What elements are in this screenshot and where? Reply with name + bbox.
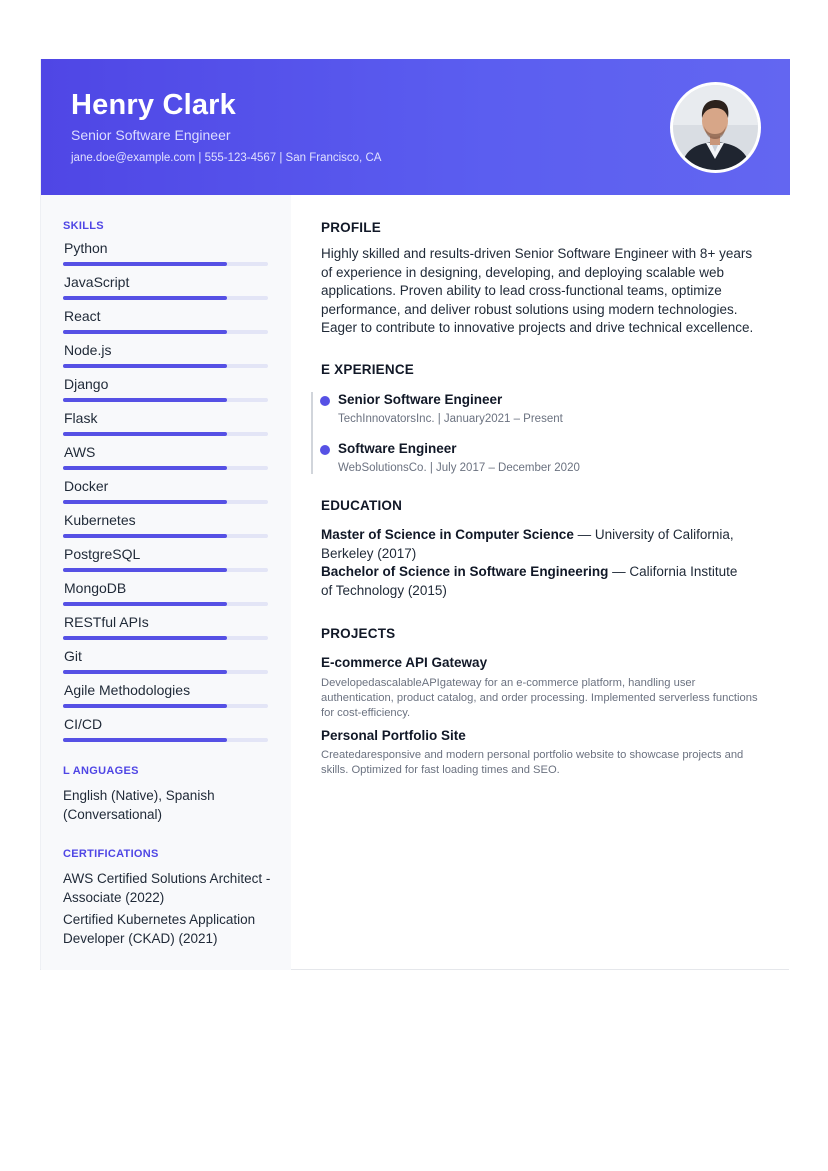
skill-level-fill xyxy=(63,398,227,402)
degree-name: Bachelor of Science in Software Engineering xyxy=(321,564,609,579)
skill-level-track xyxy=(63,602,268,606)
skill-item xyxy=(63,274,268,308)
certification-item: AWS Certified Solutions Architect - Associate (2022) xyxy=(63,871,271,905)
skill-level-track xyxy=(63,670,268,674)
skill-item xyxy=(63,444,268,478)
skill-level-track xyxy=(63,534,268,538)
skills-heading: SKILLS xyxy=(63,220,104,232)
skill-item xyxy=(63,546,268,580)
skill-level-fill xyxy=(63,432,227,436)
project-title: E-commerce API Gateway xyxy=(321,655,488,670)
skill-level-track xyxy=(63,636,268,640)
profile-heading: PROFILE xyxy=(321,220,381,235)
skill-level-track xyxy=(63,704,268,708)
skill-level-track xyxy=(63,398,268,402)
skill-label: Flask xyxy=(64,410,98,426)
skill-level-track xyxy=(63,568,268,572)
skill-level-track xyxy=(63,500,268,504)
skill-level-fill xyxy=(63,364,227,368)
skill-item xyxy=(63,376,268,410)
skill-item xyxy=(63,716,268,750)
skill-label: CI/CD xyxy=(64,716,103,732)
languages-heading: L ANGUAGES xyxy=(63,765,139,777)
avatar-portrait-icon xyxy=(673,85,758,170)
contact-info: jane.doe@example.com | 555-123-4567 | San Francisco, CA xyxy=(71,152,382,164)
job-meta: WebSolutionsCo. | July 2017 – December 2020 xyxy=(338,462,580,474)
certifications-heading: CERTIFICATIONS xyxy=(63,848,159,860)
skill-item xyxy=(63,308,268,342)
skill-item xyxy=(63,614,268,648)
degree-name: Master of Science in Computer Science xyxy=(321,527,574,542)
skill-level-fill xyxy=(63,534,227,538)
profile-photo xyxy=(670,82,761,173)
skill-level-fill xyxy=(63,670,227,674)
skill-label: React xyxy=(64,308,101,324)
skill-level-fill xyxy=(63,296,227,300)
languages-text: English (Native), Spanish (Conversational) xyxy=(63,788,215,822)
skill-level-track xyxy=(63,738,268,742)
job-title: Senior Software Engineer xyxy=(71,127,231,143)
project-description: Createdaresponsive and modern personal portfolio website to showcase projects and skills. Optimized for fast loading times and SEO. xyxy=(321,749,744,776)
skill-label: Agile Methodologies xyxy=(64,682,191,698)
skill-level-fill xyxy=(63,738,227,742)
sidebar xyxy=(41,195,291,970)
skill-label: RESTful APIs xyxy=(64,614,149,630)
skill-label: Django xyxy=(64,376,109,392)
education-entry xyxy=(321,526,751,563)
timeline-dot-icon xyxy=(320,396,330,406)
skill-label: Node.js xyxy=(64,342,112,358)
education-heading: EDUCATION xyxy=(321,498,403,513)
degree-institution: — University of California, Berkeley (2017) xyxy=(321,527,734,561)
skill-level-track xyxy=(63,432,268,436)
job-role: Software Engineer xyxy=(338,441,457,456)
job-role: Senior Software Engineer xyxy=(338,392,503,407)
skill-label: AWS xyxy=(64,444,96,460)
skill-item xyxy=(63,342,268,376)
skill-label: Kubernetes xyxy=(64,512,136,528)
skill-item xyxy=(63,240,268,274)
skill-item xyxy=(63,580,268,614)
skill-level-fill xyxy=(63,466,227,470)
skill-level-fill xyxy=(63,602,227,606)
timeline-dot-icon xyxy=(320,445,330,455)
skill-label: JavaScript xyxy=(64,274,130,290)
skill-level-fill xyxy=(63,704,227,708)
skill-level-fill xyxy=(63,636,227,640)
skill-item xyxy=(63,478,268,512)
projects-heading: PROJECTS xyxy=(321,626,396,641)
candidate-name: Henry Clark xyxy=(71,89,236,121)
timeline-line xyxy=(311,392,313,474)
resume-header xyxy=(41,59,790,195)
skill-level-track xyxy=(63,262,268,266)
skill-label: Python xyxy=(64,240,108,256)
resume-page xyxy=(40,59,789,970)
skill-level-track xyxy=(63,330,268,334)
skill-item xyxy=(63,682,268,716)
skill-level-track xyxy=(63,364,268,368)
skill-label: Docker xyxy=(64,478,109,494)
skill-label: MongoDB xyxy=(64,580,127,596)
profile-summary: Highly skilled and results-driven Senior Software Engineer with 8+ years of experience in designing, developing, and deploying scalable web applications. Proven ability to lead cross-functional teams, optimize performance, and deliver robust solutions using modern technologies. Eager to contribute to innovative projects and drive technical excellence. xyxy=(321,246,754,335)
skill-level-fill xyxy=(63,500,227,504)
education-entry xyxy=(321,563,751,600)
skill-level-fill xyxy=(63,330,227,334)
degree-institution: — California Institute of Technology (2015) xyxy=(321,564,738,598)
skill-item xyxy=(63,410,268,444)
experience-heading: E XPERIENCE xyxy=(321,362,414,377)
skill-item xyxy=(63,512,268,546)
skill-label: Git xyxy=(64,648,82,664)
experience-timeline xyxy=(321,392,761,474)
skill-label: PostgreSQL xyxy=(64,546,141,562)
project-title: Personal Portfolio Site xyxy=(321,728,466,743)
skill-item xyxy=(63,648,268,682)
certification-item: Certified Kubernetes Application Developer (CKAD) (2021) xyxy=(63,912,256,946)
skill-level-fill xyxy=(63,568,227,572)
project-description: DevelopedascalableAPIgateway for an e-commerce platform, handling user authentication, product catalog, and order processing. Implemented serverless functions for cost-efficiency. xyxy=(321,677,758,719)
job-meta: TechInnovatorsInc. | January2021 – Present xyxy=(338,413,563,425)
skill-level-fill xyxy=(63,262,227,266)
skill-level-track xyxy=(63,466,268,470)
skill-level-track xyxy=(63,296,268,300)
